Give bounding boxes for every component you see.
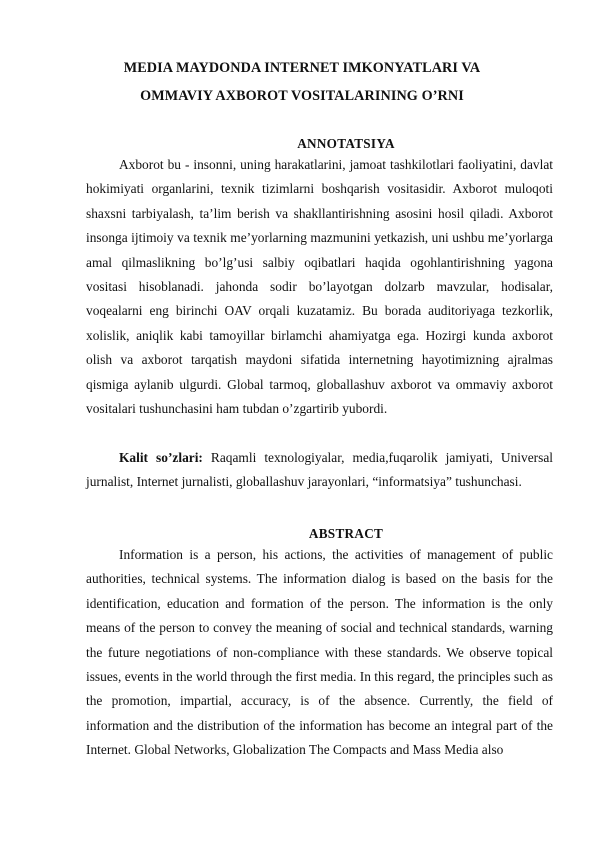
keywords-label: Kalit so’zlari: <box>119 450 203 465</box>
keywords-text: Raqamli texnologiyalar, media,fuqarolik jamiyati, Universal jurnalist, Internet jurnalisti, globallashuv jarayonlari, “informatsiya” tushunchasi. <box>86 450 553 490</box>
abstract-heading: ABSTRACT <box>308 526 384 541</box>
abstract-paragraph: Information is a person, his actions, the activities of management of public authorities, technical systems. The information dialog is based on the basis for the identification, education and formation of the person. The information is the only means of the person to convey the meaning of social and technical standards, warning the future negotiations of non-compliance with these standards. We observe topical issues, events in the world through the first media. In this regard, the principles such as the promotion, impartial, accuracy, is of the absence. Currently, the field of information and the distribution of the information has become an integral part of the Internet. Global Networks, Globalization The Compacts and Mass Media also <box>86 547 553 758</box>
annotation-heading: ANNOTATSIYA <box>297 136 395 151</box>
paper-title-line1: MEDIA MAYDONDA INTERNET IMKONYATLARI VA <box>123 60 481 76</box>
annotation-paragraph: Axborot bu - insonni, uning harakatlarini, jamoat tashkilotlari faoliyatini, davlat hokimiyati organlarini, texnik tizimlarni boshqarish vositasidir. Axborot muloqoti shaxsni tarbiyalash, ta’lim berish va shakllantirishning asosini hosil qiladi. Axborot insonga ijtimoiy va texnik me’yorlarning mazmunini yetkazish, uni ushbu me’yorlarga amal qilmaslikning bo’lg’usi salbiy oqibatlari haqida ogohlantirishning yagona vositasi hisoblanadi. jahonda sodir bo’layotgan dolzarb mavzular, hodisalar, voqealarni eng birinchi OAV orqali kuzatamiz. Bu borada auditoriyaga tezkorlik, xolislik, aniqlik kabi tamoyillar birlamchi ahamiyatga ega. Hozirgi kunda axborot olish va axborot tarqatish maydoni sifatida internetning hayotimizning ajralmas qismiga aylanib ulgurdi. Global tarmoq, globallashuv axborot va ommaviy axborot vositalari tushunchasini ham tubdan o’zgartirib yubordi. <box>86 157 553 417</box>
keywords-paragraph <box>86 446 553 495</box>
paper-title-line2: OMMAVIY AXBOROT VOSITALARINING O’RNI <box>140 88 464 104</box>
